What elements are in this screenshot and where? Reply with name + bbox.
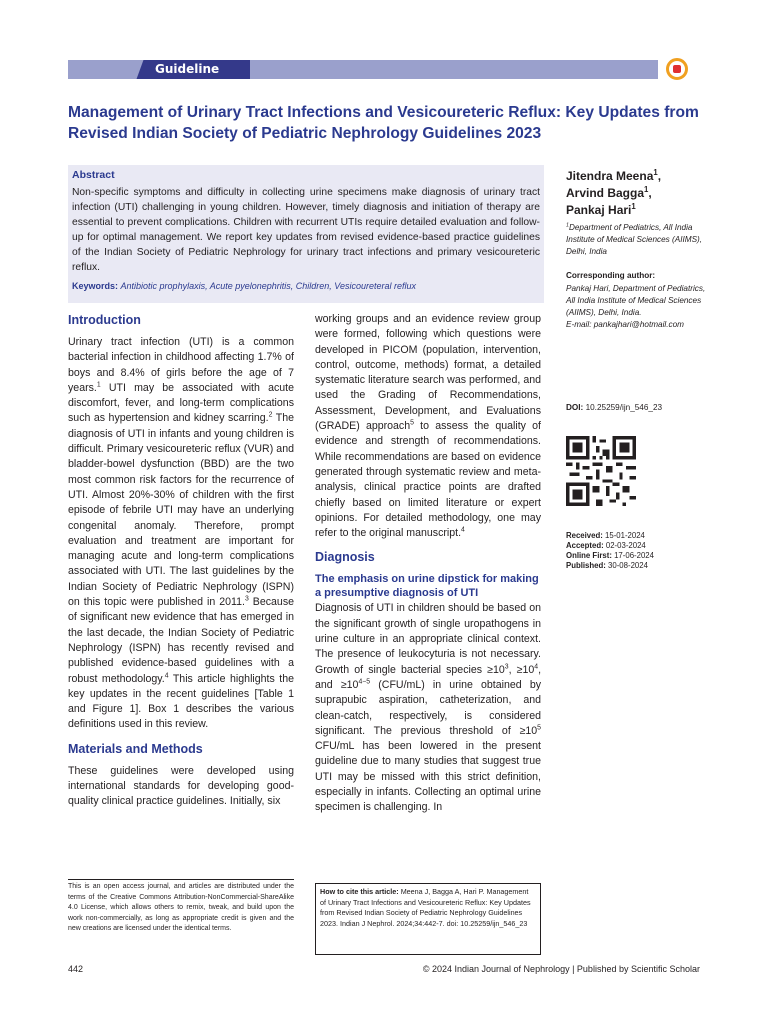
introduction-paragraph: Urinary tract infection (UTI) is a common bacterial infection in childhood affecting 1.7% of boys and 8.4% of girls before the age of 7 years.$^1$ UTI may be associated with acute discomfort, fever, and long-term complications such as hypertension and kidney scarring.$^2$ The diagnosis of UTI in infants and young children is difficult. Primary vesicoureteric reflux (VUR) and bladder-bowel dysfunction (BBD) are the two most common risk factors for the recurrence of UTI. Almost 20%-30% of children with the first episode of febrile UTI may have an underlying congenital anomaly. Therefore, prompt evaluation and treatment are important for managing acute and long-term complications associated with UTI. The last guidelines by the Indian Society of Pediatric Nephrology (ISPN) on this topic were published in 2011.$^3$ Because of significant new evidence that has emerged in the last decade, the Indian Society of Pediatric Nephrology (ISPN) has recently revised and published evidence-based guidelines with a robust methodology.$^4$ This article highlights the key updates in the recent guidelines [Table 1 and Figure 1]. Box 1 describes the various definitions used in this review. [68,336,295,731]
section-heading-diagnosis: Diagnosis [315,550,375,565]
author-list: Jitendra Meena$^1$, Arvind Bagga$^1$, Pankaj Hari$^1$ [566,168,662,217]
footnote-divider [68,879,294,880]
section-label: Guideline [150,60,250,79]
abstract-box [68,165,544,303]
author-name: Pankaj Hari [566,203,632,217]
affiliation: $^1$Department of Pediatrics, All India Institute of Medical Sciences (AIIMS), Delhi, India [566,222,703,256]
section-heading-methods: Materials and Methods [68,741,203,756]
footer-journal: © 2024 Indian Journal of Nephrology | Published by Scientific Scholar [422,964,700,974]
citation-box [315,883,541,955]
author-name: Jitendra Meena [566,169,654,183]
qr-code-icon [566,436,636,506]
page-number: 442 [68,964,84,974]
citation-text: Meena J, Bagga A, Hari P. Management of Urinary Tract Infections and Vesicoureteric Reflux: Key Updates from Revised Indian Society of Pediatric Nephrology Guidelines 2023. Indian J Nephrol. 2024;34:442-7. doi: 10.25259/ijn_546_23 [320,887,531,929]
keywords [72,280,540,292]
doi-link[interactable]: 10.25259/ijn_546_23 [585,403,663,412]
doi: DOI: 10.25259/ijn_546_23 [566,403,663,412]
abstract-heading: Abstract [72,169,115,181]
methods-paragraph-part1: These guidelines were developed using international standards for developing good-quality clinical practice guidelines. Initially, six [68,764,294,808]
section-heading-introduction: Introduction [68,313,141,327]
journal-logo-icon [666,58,688,80]
email-link[interactable]: E-mail: pankajhari@hotmail.com [566,320,684,329]
diagnosis-paragraph: Diagnosis of UTI in children should be based on the significant growth of single uropathogens in urine culture in an appropriate clinical context. The presence of leukocyturia is not necessary. Growth of single bacterial species $\ge 10^3$, $\ge 10^4$, and $\ge 10^{4-5}$ (CFU/mL) in urine obtained by suprapubic aspiration, catheterization, and clean-catch, respectively, is considered significant. The previous threshold of $\ge 10^5$ CFU/mL has been lowered in the present guideline due to many studies that suggest true UTI may be missed with this strict definition, especially in infants. Collecting an optimal urine specimen is challenging. In [315,602,542,814]
corresponding-author-heading: Corresponding author: [566,271,656,280]
body-column-2 [315,312,541,824]
body-column-1 [68,312,294,818]
article-title: Management of Urinary Tract Infections and Vesicoureteric Reflux: Key Updates from Revised Indian Society of Pediatric Nephrology Guidelines 2023 [68,104,699,142]
citation-label: How to cite this article: [320,887,399,896]
author-name: Arvind Bagga [566,186,645,200]
methods-paragraph-part2: working groups and an evidence review group were formed, following which questions were developed in PICOM (population, intervention, control, outcome, methods) format, a detailed systematic literature search was performed, and used the Grading of Recommendations, Assessment, Development, and Evaluations (GRADE) approach$^5$ to assess the quality of evidence and strength of recommendations. While recommendations are based on evidence generated through systematic review and meta-analysis, clinical practice points are drafted chiefly based on limited literature or expert opinions. For detailed methodology, one may refer to the original manuscript.$^4$ [315,313,541,540]
corresponding-author: Pankaj Hari, Department of Pediatrics, All India Institute of Medical Sciences (AIIMS), Delhi, India. E-mail: pankajhari@hotmail.com [566,283,716,331]
abstract-text: Non-specific symptoms and difficulty in collecting urine specimens make diagnosis of urinary tract infection (UTI) challenging in young children. However, timely diagnosis and initiation of therapy are essential to prevent complications. Children with recurrent UTIs require detailed evaluation and follow-up for optimal management. We report key updates from revised evidence-based practice guidelines of the Indian Society of Pediatric Nephrology for urinary tract infections and primary vesicoureteric reflux. [72,187,540,273]
keywords-text: Antibiotic prophylaxis, Acute pyelonephritis, Children, Vesicoureteral reflux [120,281,417,291]
keywords-label: Keywords: [72,281,119,291]
subsection-heading-dipstick: The emphasis on urine dipstick for making a presumptive diagnosis of UTI [315,573,539,600]
article-dates: Received: 15-01-2024 Accepted: 02-03-2024 Online First: 17-06-2024 Published: 30-08-2024 [566,531,654,570]
license-footnote: This is an open access journal, and articles are distributed under the terms of the Creative Commons Attribution-NonCommercial-ShareAlike 4.0 License, which allows others to remix, tweak, and build upon the work non-commercially, as long as appropriate credit is given and the new creations are licensed under the identical terms. [68,883,294,932]
